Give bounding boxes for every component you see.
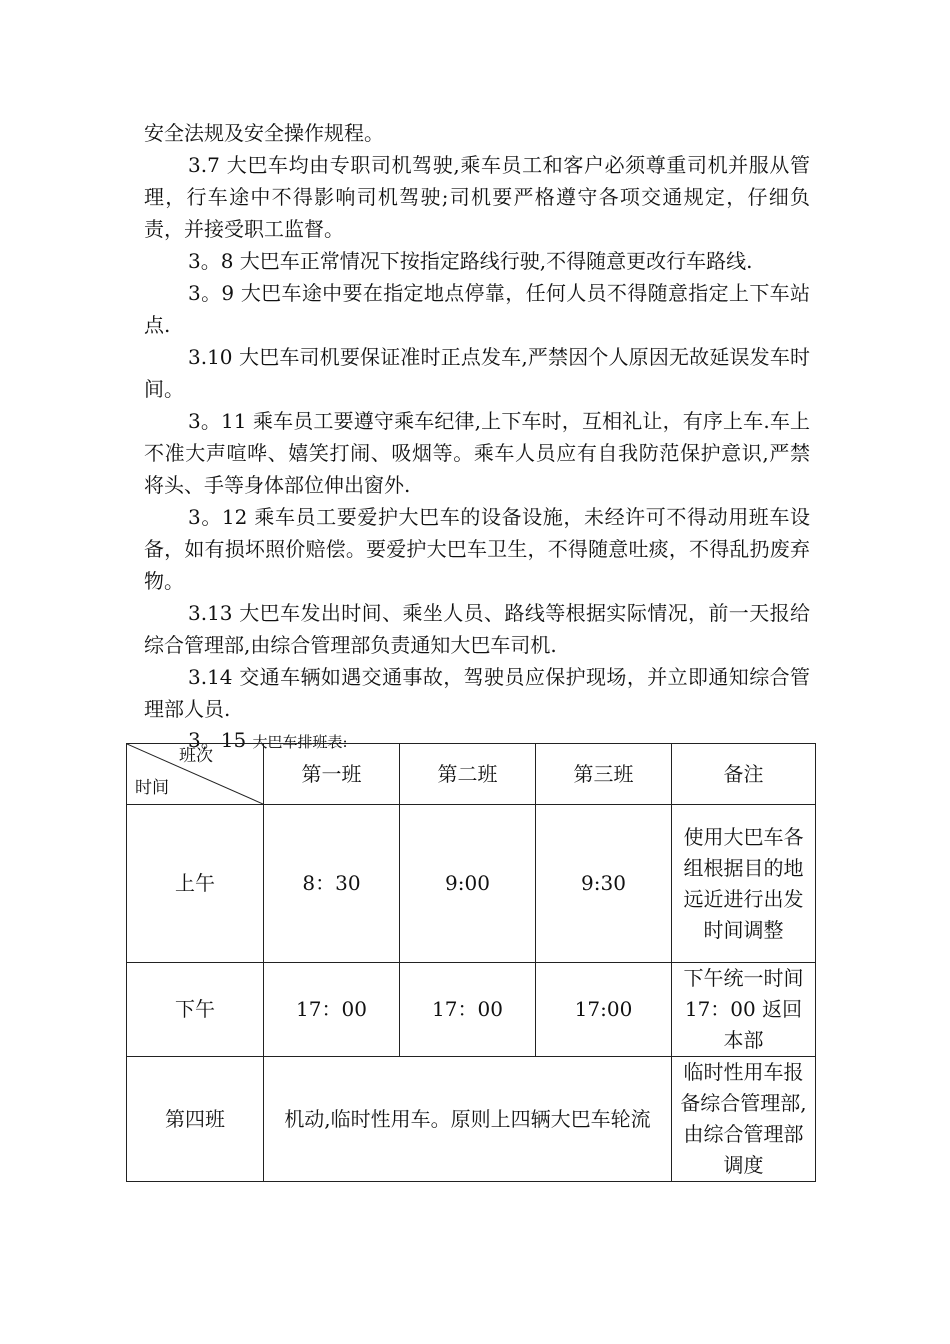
table-cell: 17：00 (400, 963, 536, 1057)
header-shift-1: 第一班 (264, 744, 400, 805)
table-header-row (127, 744, 816, 805)
table-row-morning (127, 805, 816, 963)
paragraph-3-12: 3。12 乘车员工要爱护大巴车的设备设施，未经许可不得动用班车设备，如有损坏照价赔偿。要爱护大巴车卫生，不得随意吐痰，不得乱扔废弃物。 (144, 505, 810, 593)
paragraph-3-10: 3.10 大巴车司机要保证准时正点发车,严禁因个人原因无故延误发车时间。 (144, 345, 810, 401)
corner-shift-label: 班次 (179, 746, 213, 766)
row-label: 上午 (127, 805, 264, 963)
paragraph-3-8: 3。8 大巴车正常情况下按指定路线行驶,不得随意更改行车路线. (188, 249, 753, 273)
table-cell: 9:30 (536, 805, 672, 963)
row-label: 下午 (127, 963, 264, 1057)
corner-cell (127, 744, 264, 805)
caption-title: 大巴车排班表: (252, 733, 348, 751)
paragraph-3-9: 3。9 大巴车途中要在指定地点停靠，任何人员不得随意指定上下车站点. (144, 281, 810, 337)
table-row-afternoon (127, 963, 816, 1057)
header-shift-2: 第二班 (400, 744, 536, 805)
table-cell: 17：00 (264, 963, 400, 1057)
header-notes: 备注 (672, 744, 816, 805)
corner-time-label: 时间 (135, 778, 169, 798)
paragraph-3-13: 3.13 大巴车发出时间、乘坐人员、路线等根据实际情况，前一天报给综合管理部,由综合管理部负责通知大巴车司机. (144, 601, 810, 657)
table-cell: 8：30 (264, 805, 400, 963)
table-cell: 17:00 (536, 963, 672, 1057)
table-cell: 9:00 (400, 805, 536, 963)
table-row-fourth-shift (127, 1057, 816, 1182)
paragraph-0: 安全法规及安全操作规程。 (144, 121, 384, 145)
row-note: 使用大巴车各组根据目的地远近进行出发时间调整 (672, 805, 816, 963)
bus-schedule-table (126, 743, 816, 1182)
caption-number: 3。15 (188, 728, 247, 752)
paragraph-3-7: 3.7 大巴车均由专职司机驾驶,乘车员工和客户必须尊重司机并服从管理，行车途中不得影响司机驾驶;司机要严格遵守各项交通规定，仔细负责，并接受职工监督。 (144, 153, 810, 241)
row-note: 临时性用车报备综合管理部,由综合管理部调度 (672, 1057, 816, 1182)
paragraph-3-14: 3.14 交通车辆如遇交通事故，驾驶员应保护现场，并立即通知综合管理部人员. (144, 665, 810, 721)
merged-cell: 机动,临时性用车。原则上四辆大巴车轮流 (264, 1057, 672, 1182)
document-body (144, 117, 810, 757)
header-shift-3: 第三班 (536, 744, 672, 805)
paragraph-3-11: 3。11 乘车员工要遵守乘车纪律,上下车时，互相礼让，有序上车.车上不准大声喧哗、嬉笑打闹、吸烟等。乘车人员应有自我防范保护意识,严禁将头、手等身体部位伸出窗外. (144, 409, 810, 497)
row-label: 第四班 (127, 1057, 264, 1182)
row-note: 下午统一时间 17：00 返回本部 (672, 963, 816, 1057)
